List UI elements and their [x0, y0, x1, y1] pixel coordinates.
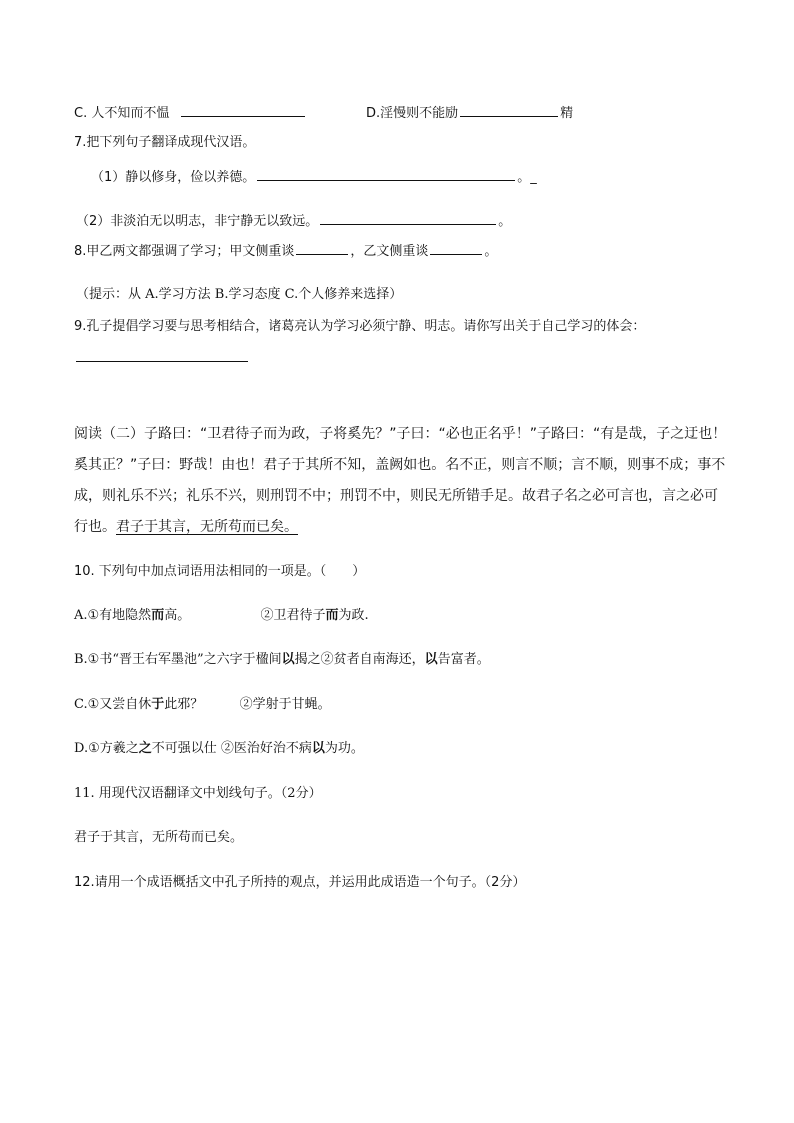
sentence-2-end: 。	[498, 214, 512, 229]
question-10-option-c	[74, 696, 331, 714]
answer-blank[interactable]	[257, 167, 515, 181]
option-d-line	[366, 103, 573, 123]
option-d-key-2: 以	[311, 741, 325, 756]
question-8-part-2: ，乙文侧重谈	[350, 244, 429, 259]
option-c-line	[74, 103, 307, 123]
question-11-sentence: 君子于其言，无所苟而已矣。	[74, 830, 244, 845]
question-8	[74, 241, 497, 261]
option-b-part-2: 揭之②贫者自南海还，	[294, 652, 425, 667]
question-9: 9.孔子提倡学习要与思考相结合，诸葛亮认为学习必须宁静、明志。请你写出关于自己学习的体会：	[74, 319, 646, 334]
question-10-title: 10. 下列句中加点词语用法相同的一项是。（ ）	[74, 564, 366, 579]
option-c-key: 于	[151, 697, 165, 712]
answer-blank[interactable]	[296, 241, 348, 255]
option-d-part-2: 不可强以仕 ②医治好治不病	[151, 741, 312, 756]
option-c-part-2: 此邪？	[164, 697, 204, 712]
option-a-part-3: ②卫君待子	[260, 608, 326, 623]
option-d-part-1: D.①方羲之	[74, 741, 139, 756]
answer-line[interactable]	[76, 348, 248, 362]
answer-blank[interactable]	[320, 211, 496, 225]
passage-text: 阅读（二）子路曰：“卫君待子而为政，子将奚先？”子曰：“必也正名乎！”子路曰：“有是哉，子之迂也！奚其正？”子曰：野哉！由也！君子于其所不知，盖阙如也。名不正，则言不顺；言不顺，则事不成；事不成，则礼乐不兴；礼乐不兴，则刑罚不中；刑罚不中，则民无所错手足。故君子名之必可言也，言之必可行也。	[74, 426, 727, 535]
option-a-part-2: 高。	[164, 608, 191, 623]
option-a-key-2: 而	[325, 608, 339, 623]
sentence-1-end: 。_	[517, 170, 537, 185]
option-a-part-4: 为政.	[338, 608, 369, 623]
option-b-key-2: 以	[424, 652, 438, 667]
option-a-part-1: A.①有地隐然	[74, 608, 152, 623]
option-d-suffix: 精	[560, 106, 574, 121]
question-8-part-3: 。	[484, 244, 498, 259]
option-d-key-1: 之	[138, 741, 152, 756]
answer-blank[interactable]	[460, 103, 558, 117]
sentence-2-text: （2）非淡泊无以明志，非宁静无以致远。	[76, 214, 319, 229]
question-8-part-1: 8.甲乙两文都强调了学习；甲文侧重谈	[74, 244, 295, 259]
question-7-sentence-2	[76, 211, 511, 231]
question-12-title: 12.请用一个成语概括文中孔子所持的观点，并运用此成语造一个句子。（2分）	[74, 875, 526, 890]
option-d-text: D.淫慢则不能励	[366, 106, 459, 121]
answer-blank[interactable]	[430, 241, 482, 255]
option-c-part-1: C.①又尝自休	[74, 697, 152, 712]
question-10-option-b	[74, 651, 490, 669]
option-b-key-1: 以	[281, 652, 295, 667]
option-b-part-3: 告富者。	[437, 652, 490, 667]
option-c-part-3: ②学射于甘蝇。	[239, 697, 331, 712]
question-10-option-a	[74, 607, 369, 625]
question-11-title: 11. 用现代汉语翻译文中划线句子。（2分）	[74, 786, 322, 801]
question-7-sentence-1	[91, 167, 537, 187]
underlined-sentence: 君子于其言，无所苟而已矣。	[116, 519, 298, 535]
reading-passage	[74, 419, 730, 543]
option-d-part-3: 为功。	[324, 741, 364, 756]
question-7-title: 7.把下列句子翻译成现代汉语。	[74, 135, 256, 150]
option-a-key-1: 而	[151, 608, 165, 623]
question-10-option-d	[74, 740, 364, 758]
option-c-text: C. 人不知而不愠	[74, 106, 170, 121]
answer-blank[interactable]	[181, 103, 305, 117]
option-b-part-1: B.①书“晋王右军墨池”之六字于楹间	[74, 652, 282, 667]
question-8-hint: （提示：从 A.学习方法 B.学习态度 C.个人修养来选择）	[76, 287, 403, 302]
sentence-1-text: （1）静以修身，俭以养德。	[91, 170, 256, 185]
